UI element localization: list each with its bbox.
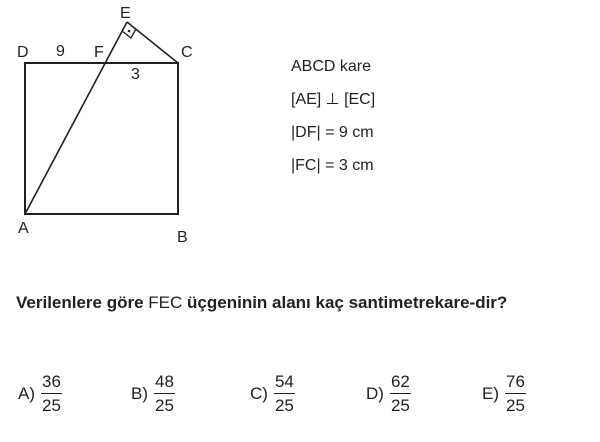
choice-c-numerator: 54	[274, 372, 295, 394]
question-part-1: Verilenlere göre	[16, 293, 144, 312]
segment-ae	[25, 22, 127, 214]
choice-a-label: A)	[18, 384, 35, 403]
square-abcd	[25, 63, 178, 214]
choice-b-numerator: 48	[154, 372, 175, 394]
choice-c[interactable]	[250, 372, 295, 416]
given-fc: |FC| = 3 cm	[291, 157, 374, 174]
choice-d-fraction	[390, 372, 411, 416]
choice-a-numerator: 36	[41, 372, 62, 394]
choice-b-fraction	[154, 372, 175, 416]
choice-c-denominator: 25	[274, 396, 294, 415]
choice-c-label: C)	[250, 384, 268, 403]
right-angle-dot	[128, 30, 131, 33]
choice-e[interactable]	[482, 372, 526, 416]
choice-b-label: B)	[131, 384, 148, 403]
label-fc-length: 3	[131, 66, 140, 83]
choice-d-numerator: 62	[390, 372, 411, 394]
geometry-figure	[0, 0, 290, 250]
label-b: B	[177, 229, 188, 246]
choice-a-denominator: 25	[42, 396, 61, 415]
given-square: ABCD kare	[291, 58, 372, 75]
label-d: D	[17, 44, 29, 61]
choice-e-denominator: 25	[506, 396, 525, 415]
choice-b[interactable]	[131, 372, 175, 416]
label-c: C	[181, 44, 193, 61]
choice-d-denominator: 25	[390, 396, 410, 415]
choice-d-label: D)	[366, 384, 384, 403]
question-part-3: üçgeninin alanı kaç santimetrekare-dir?	[187, 293, 508, 312]
choice-e-label: E)	[482, 384, 499, 403]
label-df-length: 9	[56, 43, 65, 60]
choice-d[interactable]	[366, 372, 411, 416]
answer-choices	[0, 372, 600, 432]
choice-a-fraction	[41, 372, 62, 416]
question-text	[16, 290, 586, 316]
question-part-2: FEC	[143, 293, 188, 312]
label-f: F	[94, 44, 104, 61]
choice-a[interactable]	[18, 372, 62, 416]
label-a: A	[18, 220, 29, 237]
givens-list	[291, 55, 375, 187]
given-perpendicular: [AE] ⊥ [EC]	[291, 91, 376, 108]
choice-e-fraction	[505, 372, 526, 416]
label-e: E	[120, 5, 131, 22]
segment-ec	[127, 22, 178, 63]
choice-e-numerator: 76	[505, 372, 526, 394]
given-df: |DF| = 9 cm	[291, 124, 374, 141]
choice-c-fraction	[274, 372, 295, 416]
choice-b-denominator: 25	[155, 396, 174, 415]
